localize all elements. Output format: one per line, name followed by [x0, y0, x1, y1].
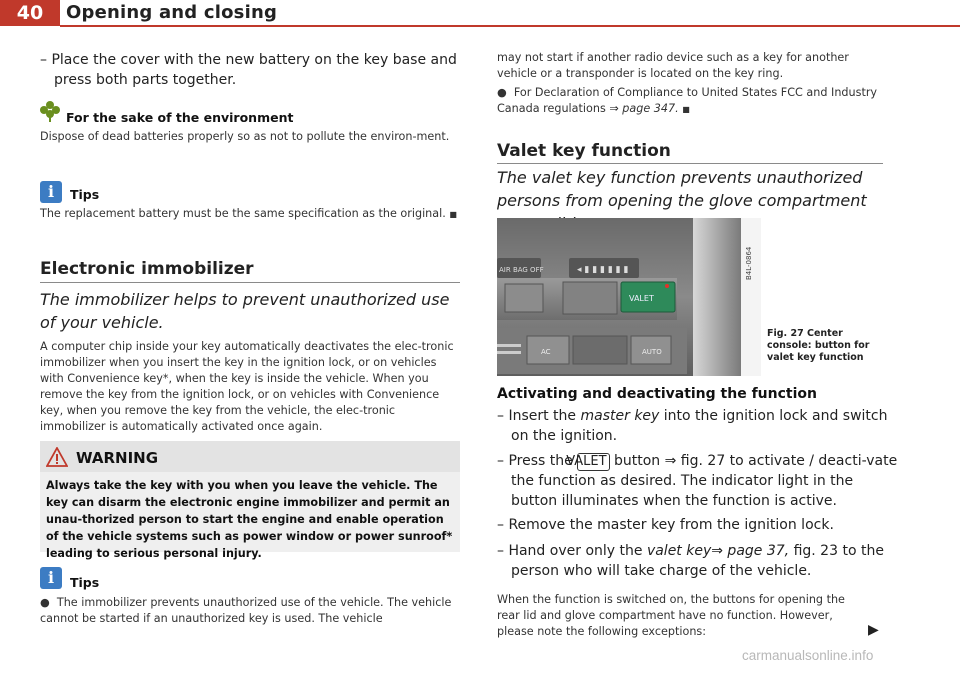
heading-rule: [497, 163, 883, 164]
warning-icon: [46, 447, 68, 467]
airbag-label: AIR BAG OFF: [499, 266, 544, 274]
auto-label: AUTO: [642, 348, 662, 356]
immobilizer-lead: The immobilizer helps to prevent unauthorized use of your vehicle.: [40, 290, 450, 332]
center-console-figure: [497, 218, 761, 376]
valet-heading: Valet key function: [497, 141, 671, 161]
leaf-icon: [40, 100, 60, 122]
continued-text: may not start if another radio device such as a key for another vehicle or a transponder is located on the key ring.: [497, 51, 849, 80]
valet-button-ref: VALET: [577, 453, 609, 471]
immobilizer-body: A computer chip inside your key automatically deactivates the elec-tronic immobilizer when you insert the key in the ignition lock, or on vehicles with Convenience key*, when the key is inside the vehicle. When you remove the key from the ignition lock, or on vehicles with Convenience key, when you remove the key from the vehicle, the elec-tronic immobilizer is automatically activated once again.: [40, 340, 454, 433]
valet-button-label: VALET: [629, 294, 654, 303]
page-37-link[interactable]: ⇒ page 37,: [711, 543, 790, 559]
tips-title: Tips: [70, 187, 100, 202]
info-icon: i: [40, 181, 62, 203]
continue-arrow-icon: ▶: [868, 622, 879, 638]
step-insert-key: – Insert the master key into the ignition lock and switch on the ignition.: [497, 408, 888, 444]
immobilizer-heading: Electronic immobilizer: [40, 259, 254, 279]
function-note: When the function is switched on, the buttons for opening the rear lid and glove compartment have no function. However, please note the following exceptions:: [497, 593, 845, 638]
fcc-bullet: ● For Declaration of Compliance to United States FCC and Industry Canada regulations ⇒ page 347. ■: [497, 86, 878, 115]
warning-title: WARNING: [76, 449, 159, 467]
activating-heading: Activating and deactivating the function: [497, 386, 817, 402]
valet-lead: The valet key function prevents unauthorized persons from opening the glove compartment: [497, 168, 867, 210]
warning-text: Always take the key with you when you leave the vehicle. The key can disarm the electronic engine immobilizer and permit an unau-thorized person to start the engine and enable operation of the vehicle systems such as power window or power sunroof* leading to serious personal injury.: [46, 479, 453, 560]
tips-bullet: ● The immobilizer prevents unauthorized use of the vehicle. The vehicle cannot be started if an unauthorized key is used. The vehicle: [40, 596, 452, 625]
page-number: 40: [0, 0, 60, 26]
figure-code: B4L-0864: [745, 246, 753, 280]
ac-label: AC: [541, 348, 551, 356]
step-place-cover: – Place the cover with the new battery on the key base and press both parts together.: [40, 52, 457, 88]
warning-header: [40, 441, 460, 472]
step-press-valet: – Press the VALET button ⇒ fig. 27 to activate / deacti-vate the function as desired. The indicator light in the button illuminates when the function is active.: [497, 453, 898, 509]
warning-box: [40, 441, 460, 560]
heading-rule: [40, 282, 460, 283]
section-title: Opening and closing: [66, 2, 278, 23]
info-icon: i: [40, 567, 62, 589]
watermark: carmanualsonline.info: [742, 648, 874, 663]
header-rule: [60, 25, 960, 27]
figure-caption: Fig. 27 Center console: button for valet key function: [767, 328, 870, 363]
fcc-page-link[interactable]: page 347.: [622, 102, 679, 115]
tips-text: The replacement battery must be the same specification as the original. ■: [40, 207, 457, 220]
tips-title: Tips: [70, 575, 100, 590]
env-text: Dispose of dead batteries properly so as not to pollute the environ-ment.: [40, 130, 450, 143]
svg-text:◂ ▮ ▮ ▮ ▮ ▮ ▮: ◂ ▮ ▮ ▮ ▮ ▮ ▮: [577, 265, 629, 275]
env-title: For the sake of the environment: [66, 110, 294, 125]
step-remove-key: – Remove the master key from the ignition lock.: [497, 517, 834, 533]
step-hand-over: – Hand over only the valet key⇒ page 37, fig. 23 to the person who will take charge of the vehicle.: [497, 543, 884, 579]
page-header: [0, 0, 960, 26]
